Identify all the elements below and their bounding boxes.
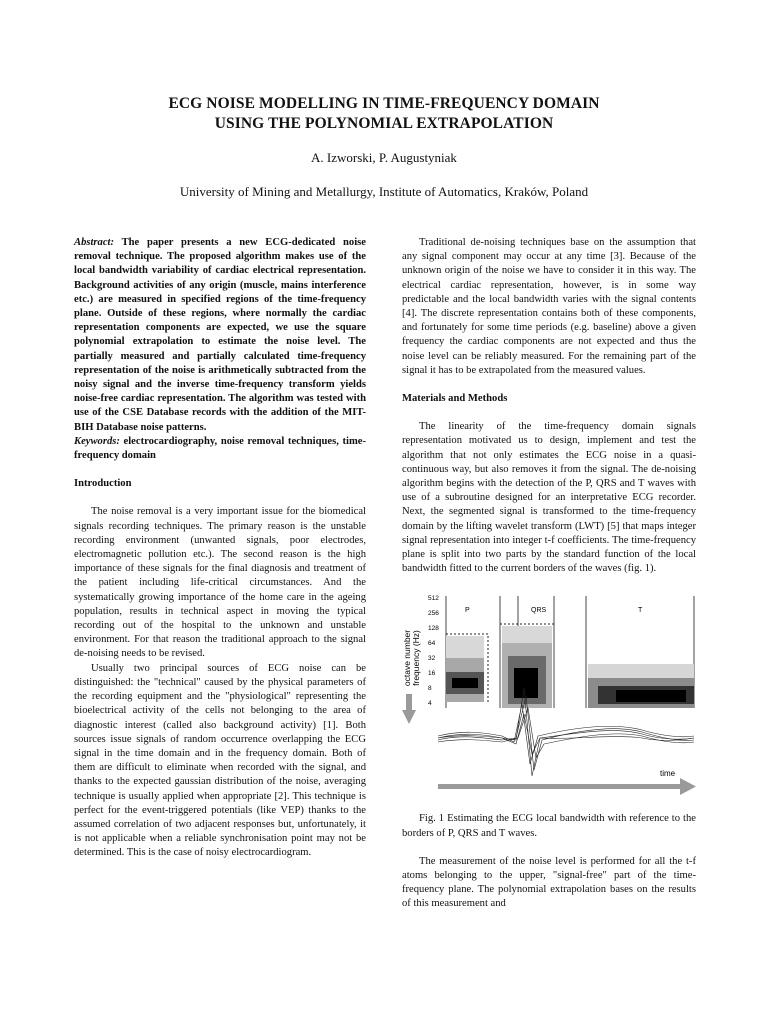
title-line-1: ECG NOISE MODELLING IN TIME-FREQUENCY DOMAIN (168, 95, 600, 112)
axis-label-octave: octave number (402, 630, 412, 687)
intro-paragraph-1: The noise removal is a very important issue for the biomedical signals recording techniques. The primary reason is the unstable recording environment (unwanted signals, poor electrodes, electromagnetic pollution etc.). The second reason is the high importance of these signals for the final diagnosis and treatment of the patient including life-critical circumstances. And the systematically growing importance of the home care in the ageing population, results in technical aspect in moving the typical recording out of the hospital to the unknown and unstable environment. For that reason the traditional approach to the signal de-noising needs to be revised. (74, 506, 366, 660)
wave-label-qrs: QRS (531, 607, 547, 615)
time-label: time (660, 769, 676, 779)
t-wave-tf-block (588, 664, 694, 708)
y-tick: 256 (428, 610, 439, 618)
left-column (74, 236, 366, 861)
y-tick: 16 (428, 670, 436, 678)
time-arrow-icon (680, 778, 696, 795)
affiliation: University of Mining and Metallurgy, Institute of Automatics, Kraków, Poland (179, 184, 589, 199)
authors: A. Izworski, P. Augustyniak (311, 150, 457, 165)
paper-title (0, 94, 768, 134)
y-tick: 64 (428, 640, 436, 648)
methods-paragraph-1: The linearity of the time-frequency domain signals representation motivated us to design, implement and test the algorithm that not only estimates the ECG noise in a quasi-continuous way, but also removes it from the signal. The de-noising algorithm begins with the detection of the P, QRS and T waves with use of a subroutine designed for an interpretative ECG recorder. Next, the segmented signal is transformed to the time-frequency domain by the lifting wavelet transform (LWT) [5] that maps integer signal representation into integer t-f coefficients. The time-frequency plane is split into two parts by the standard function of the local bandwidth fitted to the current borders of the waves (fig. 1). (402, 421, 696, 575)
y-tick: 128 (428, 625, 439, 633)
y-ticks (428, 595, 439, 707)
intro-paragraph-2: Usually two principal sources of ECG noise can be distinguished: the "technical" caused by the physical parameters of the recording equipment and the "physiological" representing the bioelectrical activity of the cells not belonging to the area of diagnostic interest (called also background activity) [1]. Both sources issue signals of random occurrence overlapping the ECG signal in the time domain and in the frequency domain. Both of them are difficult to eliminate when recorded with the signal, and thanks to the expected gaussian distribution of the noise, averaging technique is usually applied when appropriate [2]. This technique is perfect for the event-triggered potentials (like VEP) thanks to the assumed correlation of two adjacent responses but, unfortunately, it is not applicable when a reliable synchronisation point may not be determined. This is the case of noisy electrocardiogram. (74, 662, 366, 859)
methods-heading: Materials and Methods (402, 393, 508, 405)
keywords-text: electrocardiography, noise removal techniques, time-frequency domain (74, 435, 366, 462)
axis-label-frequency: frequency (Hz) (411, 630, 421, 687)
ecg-tf-figure (402, 588, 696, 804)
intro-heading: Introduction (74, 478, 132, 490)
right-paragraph-1: Traditional de-noising techniques base on the assumption that any signal component may occur at any time [3]. Because of the unknown origin of the noise we have to consider it in this way. The electrical cardiac representation, however, is in some way predictable and the local bandwidth varies with the signal contents [4]. The discrete representation contains both of these components, and fortunately for some time periods (e.g. baseline) above a given frequency the cardiac components are not expected and thus the noise level can be reliably measured. For the remaining part of the signal it has to be extrapolated from the measured values. (402, 237, 696, 376)
axis-arrow-shaft (406, 694, 412, 710)
right-column (402, 236, 696, 912)
p-wave-tf-block (446, 634, 488, 702)
y-tick: 4 (428, 700, 432, 708)
keywords-label: Keywords: (74, 435, 120, 447)
figure-caption: Fig. 1 Estimating the ECG local bandwidth with reference to the borders of P, QRS and T waves. (402, 813, 696, 839)
abstract-text: The paper presents a new ECG-dedicated noise removal technique. The proposed algorithm makes use of the local bandwidth variability of cardiac electrical representation. Background activities of any origin (muscle, mains interference etc.) are measured in specified regions of the time-frequency plane. Outside of these regions, where normally the cardiac representation components are expected, we use the square polynomial extrapolation to estimate the noise level. The partially measured and partially calculated time-frequency representation of the noise is arithmetically subtracted from the noisy signal and the inverse time-frequency transform yields noise-free cardiac representation. The algorithm was tested with use of the CSE Database records with the addition of the MIT-BIH Database noise patterns. (74, 237, 366, 433)
y-tick: 512 (428, 595, 439, 603)
y-tick: 8 (428, 685, 432, 693)
title-line-2: USING THE POLYNOMIAL EXTRAPOLATION (214, 115, 554, 132)
y-tick: 32 (428, 655, 436, 663)
time-axis (438, 769, 696, 795)
keywords (74, 435, 366, 463)
figure-1 (402, 588, 696, 804)
qrs-tf-block (500, 624, 554, 708)
axis-arrow-down-icon (402, 710, 416, 724)
right-paragraph-2: The measurement of the noise level is performed for all the t-f atoms belonging to the upper, "signal-free" part of the time-frequency plane. The polynomial extrapolation bases on the results of this measurement and (402, 855, 696, 910)
abstract (74, 236, 366, 435)
wave-label-t: T (638, 607, 643, 615)
wave-label-p: P (465, 607, 470, 615)
abstract-label: Abstract: (74, 237, 115, 248)
